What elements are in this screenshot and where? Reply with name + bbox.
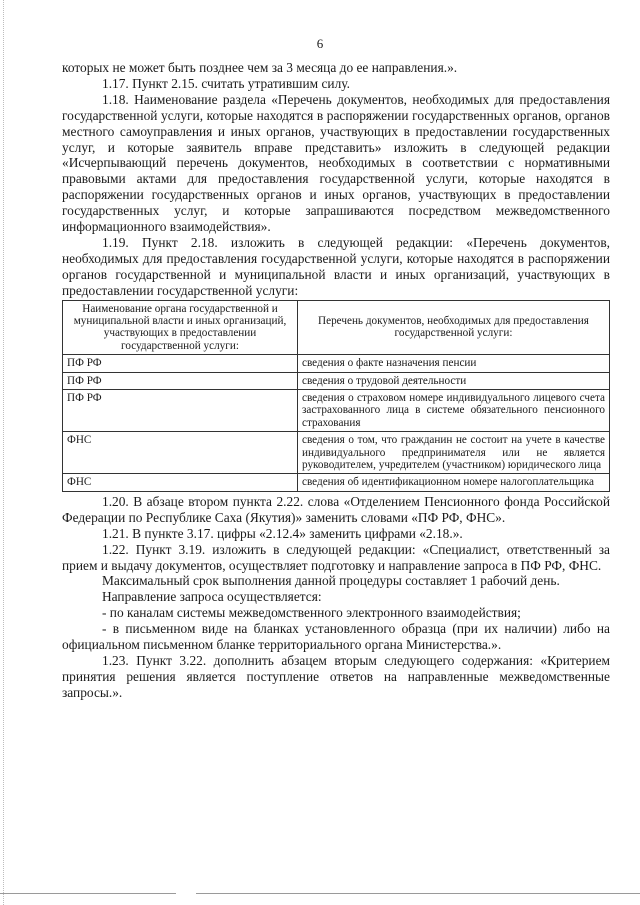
documents-table bbox=[62, 300, 610, 492]
table-cell-organization: ФНС bbox=[63, 474, 298, 491]
table-cell-organization: ПФ РФ bbox=[63, 355, 298, 372]
table-header-organization: Наименование органа государственной и муниципальной власти и иных организаций, участвующих в предоставлении государственной услуги: bbox=[63, 300, 298, 355]
page-number: 6 bbox=[316, 36, 324, 51]
table-header-documents: Перечень документов, необходимых для предоставления государственной услуги: bbox=[298, 300, 610, 355]
table-row bbox=[63, 432, 610, 474]
table-row bbox=[63, 355, 610, 372]
paragraph-1-20: 1.20. В абзаце втором пункта 2.22. слова «Отделением Пенсионного фонда Российской Федерации по Республике Саха (Якутия)» заменить словами «ПФ РФ, ФНС». bbox=[62, 493, 610, 525]
paragraph-continuation: которых не может быть позднее чем за 3 месяца до ее направления.». bbox=[62, 60, 458, 75]
document-body bbox=[62, 60, 610, 701]
scan-footer-line bbox=[0, 893, 176, 894]
table-cell-document: сведения о факте назначения пенсии bbox=[298, 355, 610, 372]
scan-footer-line bbox=[196, 893, 640, 894]
paragraph-1-22: 1.22. Пункт 3.19. изложить в следующей редакции: «Специалист, ответственный за прием и выдачу документов, осуществляет подготовку и направление запроса в ПФ РФ, ФНС. bbox=[62, 541, 610, 573]
table-cell-document: сведения о том, что гражданин не состоит на учете в качестве индивидуального предпринимателя или не является руководителем, учредителем (участником) юридического лица bbox=[298, 432, 610, 474]
table-cell-document: сведения о трудовой деятельности bbox=[298, 372, 610, 389]
paragraph-1-18: 1.18. Наименование раздела «Перечень документов, необходимых для предоставления государственной услуги, которые находятся в распоряжении государственных органов, органов местного самоуправления и иных органов, участвующих в предоставлении государственных услуг, и которые заявитель вправе представить» изложить в следующей редакции «Исчерпывающий перечень документов, необходимых в соответствии с нормативными правовыми актами для предоставления государственной услуги, которые находятся в распоряжении государственных органов и иных органов, участвующих в предоставлении государственных услуг, и которые запрашиваются посредством межведомственного информационного взаимодействия». bbox=[62, 91, 610, 235]
table-row bbox=[63, 372, 610, 389]
paragraph-paper-form: - в письменном виде на бланках установленного образца (при их наличии) либо на официальном письменном бланке территориального органа Министерства.». bbox=[62, 621, 610, 653]
table-cell-document: сведения о страховом номере индивидуального лицевого счета застрахованного лица в системе обязательного пенсионного страхования bbox=[298, 390, 610, 432]
table-row bbox=[63, 390, 610, 432]
table-cell-organization: ПФ РФ bbox=[63, 390, 298, 432]
paragraph-request-methods: Направление запроса осуществляется: bbox=[102, 589, 322, 605]
paragraph-1-17: 1.17. Пункт 2.15. считать утратившим силу. bbox=[102, 75, 350, 91]
table-row bbox=[63, 474, 610, 491]
table-header-row bbox=[63, 300, 610, 355]
paragraph-electronic-channel: - по каналам системы межведомственного электронного взаимодействия; bbox=[102, 605, 521, 621]
table-cell-document: сведения об идентификационном номере налогоплательщика bbox=[298, 474, 610, 491]
paragraph-1-19: 1.19. Пункт 2.18. изложить в следующей редакции: «Перечень документов, необходимых для предоставления государственной услуги, которые находятся в распоряжении органов государственной и муниципальной власти и иных организаций, участвующих в предоставлении государственной услуги: bbox=[62, 234, 610, 298]
scan-edge-line bbox=[3, 0, 4, 905]
table-cell-organization: ФНС bbox=[63, 432, 298, 474]
table-cell-organization: ПФ РФ bbox=[63, 372, 298, 389]
paragraph-max-term: Максимальный срок выполнения данной процедуры составляет 1 рабочий день. bbox=[102, 573, 560, 589]
paragraph-1-21: 1.21. В пункте 3.17. цифры «2.12.4» заменить цифрами «2.18.». bbox=[102, 525, 463, 541]
paragraph-1-23: 1.23. Пункт 3.22. дополнить абзацем вторым следующего содержания: «Критерием принятия решения является поступление ответов на направленные межведомственные запросы.». bbox=[62, 652, 610, 700]
